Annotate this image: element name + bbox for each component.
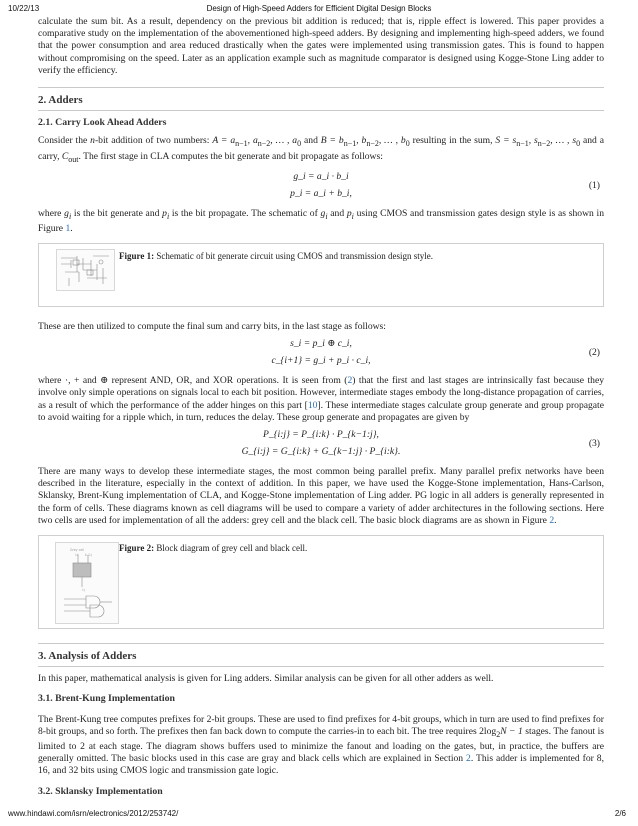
browser-print-header	[0, 4, 638, 16]
equation-3-line-1: P_{i:j} = P_{i:k} · P_{k−1:j},	[263, 428, 379, 440]
figure-2-link[interactable]: 2	[549, 514, 555, 526]
equation-3-line-2: G_{i:j} = G_{i:k} + G_{k−1:j} · P_{i:k}.	[241, 445, 401, 457]
equation-2-line-2: c_{i+1} = g_i + p_i · c_i,	[271, 355, 371, 367]
subsection-title-sklansky: 3.2. Sklansky Implementation	[38, 785, 163, 797]
figure-1-caption: Figure 1: Schematic of bit generate circuit using CMOS and transmission design style.	[119, 250, 434, 261]
figure-2-thumbnail[interactable]	[55, 542, 119, 624]
section-divider	[38, 87, 604, 88]
cla-paragraph-5: There are many ways to develop these intermediate stages, the most common being parallel prefix. Many parallel prefix networks have been described in the literature, especially in the context of addition. In this paper, we have used the Kogge-Stone implementation, Hans-Carlson, Sklansky, Brent-Kung implementation of CLA, and Kogge-Stone implementation of Ling adder. PG logic in all adders is generally represented in the form of cells. These diagrams known as cell diagrams will be used to compare a variety of adder architectures in the following sections. Here two cells are used for implementation of all the adders: grey cell and the black cell. The basic block diagrams are as shown in Figure 2.	[38, 465, 604, 526]
cla-paragraph-3: These are then utilized to compute the final sum and carry bits, in the last stage as follows:	[38, 320, 386, 332]
equation-1-line-2: p_i = a_i + b_i,	[290, 187, 352, 199]
intro-paragraph: calculate the sum bit. As a result, dependency on the previous bit addition is reduced; that is, ripple effect is lowered. This paper provides a comparative study on the implementation of the abovementioned high-speed adders. By designing and implementing high-speed adders, we found that the power consumption and area reduced drastically when the gates were implemented using transmission gates. This is found to happen without compromising on the speed. Later as an application example such as magnitude comparator is designed using Kogge-Stone Ling adder to verify the efficiency.	[38, 16, 604, 76]
figure-1-link[interactable]: 1	[65, 222, 71, 234]
subsection-title-cla: 2.1. Carry Look Ahead Adders	[38, 117, 167, 129]
figure-2-caption: Figure 2: Block diagram of grey cell and black cell.	[119, 542, 308, 553]
section-divider	[38, 666, 604, 667]
equation-1-number: (1)	[588, 179, 600, 191]
figure-2-block-diagram	[56, 543, 118, 623]
svg-text:Grey cell: Grey cell	[70, 547, 85, 552]
page-title: Design of High-Speed Adders for Efficient Digital Design Blocks	[206, 4, 432, 13]
subsection-title-brent-kung: 3.1. Brent-Kung Implementation	[38, 693, 175, 705]
equation-1	[38, 170, 604, 204]
cla-paragraph-2: where $g_i$ is the bit generate and $p_i$ is the bit propagate. The schematic of $g_i$ and $p_i$ using CMOS and transmission gates design style is as shown in Figure 1.	[38, 207, 604, 234]
browser-print-footer	[0, 809, 638, 821]
equation-2-line-1: s_i = p_i ⊕ c_i,	[290, 338, 352, 350]
figure-1-schematic	[57, 250, 114, 290]
cla-paragraph-1: Consider the n-bit addition of two numbers: $A = a_{n-1}$, $a_{n-2}$, … , $a_0$ and $B = b_{n-1}$, $b_{n-2}$, … , $b_0$ resulting in the sum, $S = s_{n-1}$, $s_{n-2}$, … , $s_0$ and a carry, $C_{out}$. The first stage in CLA computes the bit generate and bit propagate as follows:	[38, 135, 604, 164]
figure-1-thumbnail[interactable]	[56, 249, 115, 291]
analysis-paragraph-1: In this paper, mathematical analysis is given for Ling adders. Similar analysis can be given for all other adders as well.	[38, 673, 494, 685]
svg-text:k-1:j: k-1:j	[85, 552, 92, 557]
cla-paragraph-4: where ·, + and ⊕ represent AND, OR, and XOR operations. It is seen from (2) that the first and last stages are intrinsically fast because they involve only simple operations on signals local to each bit position. However, intermediate stages embody the long-distance propagation of carries, as a result of which the performance of the adder hinges on this part [10]. These intermediate stages calculate group generate and group propagate to avoid waiting for a ripple which, in turn, reduces the delay. These group generate and propagates are given by	[38, 375, 604, 423]
equation-2-number: (2)	[588, 347, 600, 359]
svg-text:i:k: i:k	[75, 552, 79, 557]
section-divider	[38, 110, 604, 111]
figure-2-panel	[38, 535, 604, 629]
page-number: 2/6	[614, 809, 626, 818]
equation-2-link[interactable]: 2	[347, 375, 353, 387]
figure-1-panel	[38, 243, 604, 307]
article-body	[38, 16, 604, 798]
reference-10-link[interactable]: 10	[307, 399, 318, 411]
svg-text:i:j: i:j	[82, 587, 85, 592]
print-date: 10/22/13	[8, 4, 40, 13]
brent-kung-paragraph: The Brent-Kung tree computes prefixes for 2-bit groups. These are used to find prefixes for 4-bit groups, which in turn are used to find prefixes for 8-bit groups, and so forth. The prefixes then fan back down to compute the carries-in to each bit. The tree requires $2\log_2N - 1$ stages. The fanout is limited to 2 at each stage. The diagram shows buffers used to minimize the fanout and loading on the gates, but, in practice, the buffers are generally omitted. The basic blocks used in this case are gray and black cells which are explained in Section 2. This adder is implemented for 8, 16, and 32 bits using CMOS logic and transmission gate logic.	[38, 713, 605, 777]
equation-3	[38, 428, 604, 462]
section-2-link[interactable]: 2	[466, 753, 471, 765]
section-divider	[38, 643, 604, 644]
equation-1-line-1: g_i = a_i · b_i	[293, 170, 349, 182]
equation-2	[38, 337, 604, 371]
page-url: www.hindawi.com/isrn/electronics/2012/253742/	[8, 809, 179, 818]
equation-3-number: (3)	[588, 437, 600, 449]
section-title-analysis: 3. Analysis of Adders	[38, 649, 137, 662]
section-title-adders: 2. Adders	[38, 94, 83, 107]
